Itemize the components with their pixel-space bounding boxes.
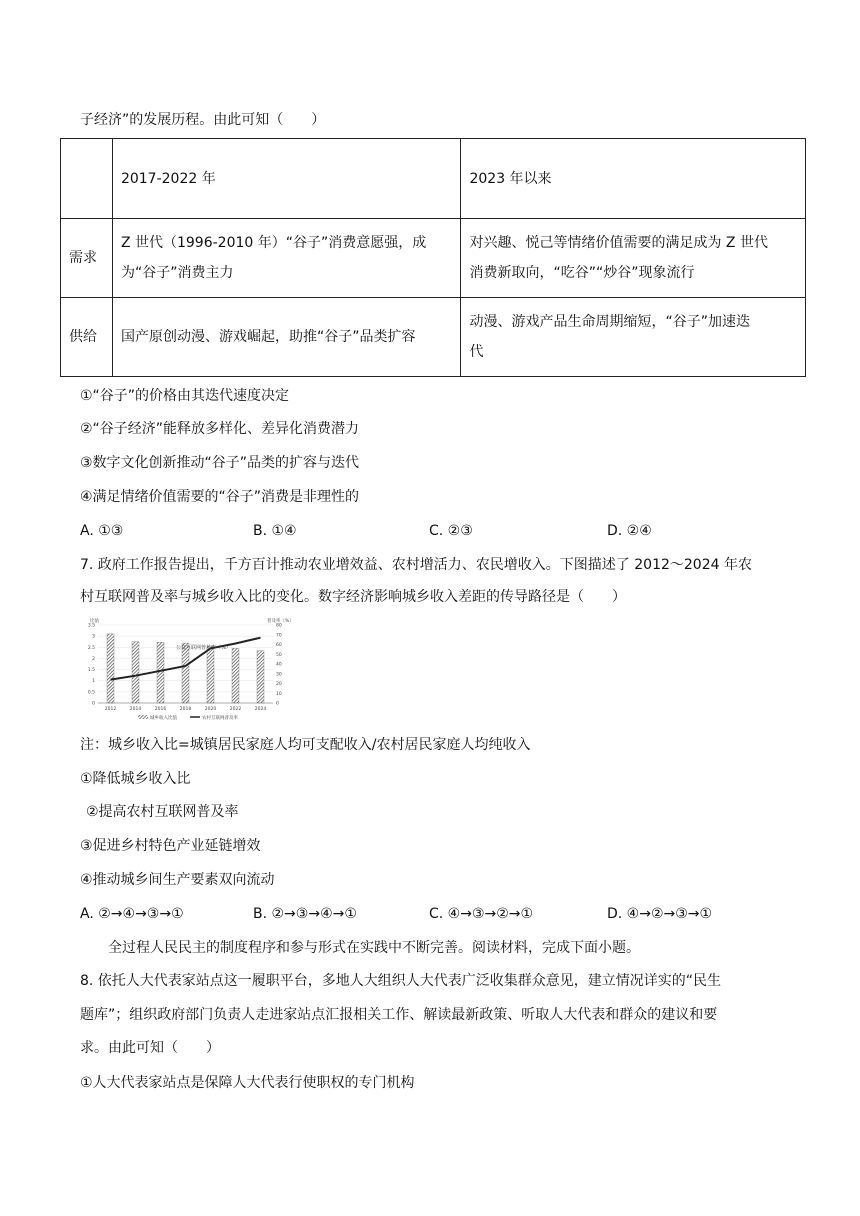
- bar-income-ratio-2022: [232, 648, 239, 703]
- table-cell: [461, 298, 806, 377]
- legend-label-bar: 城乡收入比值: [150, 716, 177, 721]
- bar-income-ratio-2016: [157, 642, 164, 703]
- left-tick-label: 1: [92, 679, 95, 685]
- x-tick-label: 2020: [204, 707, 217, 712]
- bar-income-ratio-2014: [132, 642, 139, 703]
- bar-income-ratio-2024: [257, 651, 264, 703]
- table-header-2017-2022: 2017-2022 年: [112, 139, 461, 219]
- cell-line: 对兴趣、悦己等情绪价值需要的满足成为 Z 世代: [469, 235, 768, 251]
- table-cell: [112, 298, 461, 377]
- left-tick-label: 0: [92, 701, 95, 707]
- q6-option-b[interactable]: B. ①④: [253, 523, 297, 539]
- bar-income-ratio-2018: [182, 643, 189, 703]
- x-tick-label: 2012: [104, 707, 117, 712]
- bar-income-ratio-2020: [207, 646, 214, 703]
- cell-line: 动漫、游戏产品生命周期缩短，“谷子”加速迭: [469, 314, 750, 330]
- x-tick-label: 2014: [129, 707, 142, 712]
- q7-option-c[interactable]: C. ④→③→②→①: [429, 906, 534, 922]
- right-tick-label: 50: [276, 652, 282, 658]
- q7-statement-3: ③促进乡村特色产业延链增效: [80, 838, 261, 854]
- left-tick-label: 3: [92, 634, 95, 640]
- q8-stem-line-2: 题库”；组织政府部门负责人走进家站点汇报相关工作、解读最新政策、听取人大代表和群众的建议和要: [80, 1007, 718, 1023]
- q6-statement-4: ④满足情绪价值需要的“谷子”消费是非理性的: [80, 489, 360, 505]
- x-tick-label: 2024: [254, 707, 267, 712]
- q6-option-c[interactable]: C. ②③: [429, 523, 473, 539]
- x-tick-label: 2016: [154, 707, 167, 712]
- right-tick-label: 70: [276, 633, 282, 639]
- left-tick-label: 2.5: [87, 645, 95, 651]
- right-tick-label: 30: [276, 672, 282, 678]
- q7-note: 注：城乡收入比=城镇居民家庭人均可支配收入/农村居民家庭人均纯收入: [80, 737, 531, 753]
- q7-statement-2: ②提高农村互联网普及率: [86, 804, 239, 820]
- bar-income-ratio-2012: [107, 634, 114, 703]
- q7-stem-line-2: 村互联网普及率与城乡收入比的变化。数字经济影响城乡收入差距的传导路径是（ ）: [80, 589, 626, 605]
- q7-statement-4: ④推动城乡间生产要素双向流动: [80, 872, 275, 888]
- left-tick-label: 3.5: [87, 623, 95, 629]
- right-tick-label: 60: [276, 643, 282, 648]
- right-tick-label: 20: [276, 682, 282, 687]
- left-tick-label: 2: [92, 656, 95, 662]
- chart-annotation: 公众互联网普及率（%）: [176, 645, 231, 651]
- cell-line: 代: [469, 344, 484, 360]
- right-tick-label: 40: [276, 662, 282, 668]
- left-tick-label: 0.5: [87, 690, 95, 696]
- q7-option-d[interactable]: D. ④→②→③→①: [607, 906, 713, 922]
- q7-stem-line-1: 7. 政府工作报告提出，千方百计推动农业增效益、农村增活力、农民增收入。下图描述了 2012～2024 年农: [80, 557, 752, 573]
- q8-statement-1: ①人大代表家站点是保障人大代表行使职权的专门机构: [80, 1075, 415, 1091]
- table-cell: [112, 219, 461, 298]
- right-tick-label: 80: [276, 623, 282, 629]
- q8-stem-line-1: 8. 依托人大代表家站点这一履职平台，多地人大组织人大代表广泛收集群众意见，建立情况详实的“民生: [80, 973, 722, 989]
- cell-line: 国产原创动漫、游戏崛起，助推“谷子”品类扩容: [120, 329, 416, 345]
- table-corner-cell: [61, 139, 113, 219]
- q6-option-a[interactable]: A. ①③: [80, 523, 124, 539]
- cell-line: 为“谷子”消费主力: [120, 265, 234, 281]
- table-header-row: [61, 139, 806, 219]
- q7-option-a[interactable]: A. ②→④→③→①: [80, 906, 184, 922]
- income-ratio-internet-chart: [80, 615, 295, 725]
- q7-option-b[interactable]: B. ②→③→④→①: [253, 906, 357, 922]
- q6-statement-2: ②“谷子经济”能释放多样化、差异化消费潜力: [80, 421, 360, 437]
- q7-statement-1: ①降低城乡收入比: [80, 771, 191, 787]
- right-tick-label: 0: [276, 701, 279, 707]
- question-6-stem-tail: 子经济”的发展历程。由此可知（ ）: [80, 112, 326, 128]
- q6-options: [80, 521, 780, 541]
- q6-statement-3: ③数字文化创新推动“谷子”品类的扩容与迭代: [80, 455, 360, 471]
- table-cell: [461, 219, 806, 298]
- table-row-demand: [61, 219, 806, 298]
- table-row-supply: [61, 298, 806, 377]
- table-header-2023: 2023 年以来: [461, 139, 806, 219]
- q6-option-d[interactable]: D. ②④: [607, 523, 652, 539]
- cell-line: 消费新取向，“吃谷”“炒谷”现象流行: [469, 265, 695, 281]
- x-tick-label: 2022: [229, 707, 242, 712]
- legend-swatch-bar: [138, 715, 148, 719]
- left-axis-label: 比值: [90, 619, 99, 624]
- comparison-table: [60, 138, 806, 377]
- legend-label-line: 农村互联网普及率: [202, 716, 238, 721]
- row-label-demand: 需求: [61, 219, 113, 298]
- right-axis-label: 普及率（%）: [267, 619, 294, 624]
- left-tick-label: 1.5: [87, 668, 95, 674]
- q6-statement-1: ①“谷子”的价格由其迭代速度决定: [80, 388, 290, 404]
- x-tick-label: 2018: [179, 707, 192, 712]
- q7-options: [80, 904, 780, 924]
- q8-stem-line-3: 求。由此可知（ ）: [80, 1040, 220, 1056]
- cell-line: Z 世代（1996-2010 年）“谷子”消费意愿强，成: [120, 235, 427, 251]
- material-instruction: 全过程人民民主的制度程序和参与形式在实践中不断完善。阅读材料，完成下面小题。: [108, 940, 640, 956]
- right-tick-label: 10: [276, 691, 282, 697]
- row-label-supply: 供给: [61, 298, 113, 377]
